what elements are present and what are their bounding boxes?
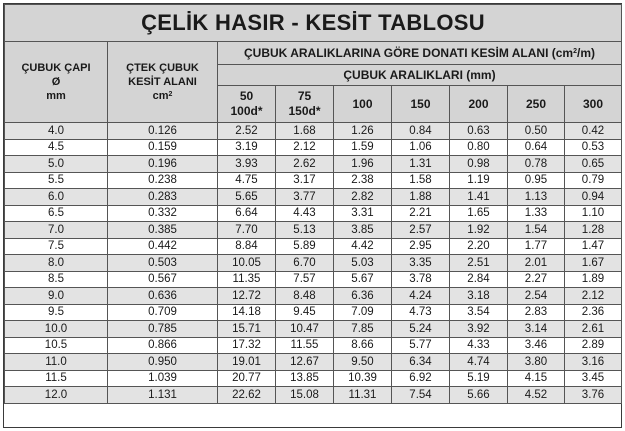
table-cell: 2.95 xyxy=(392,238,450,255)
table-cell: 5.13 xyxy=(276,222,334,239)
header-spacing-250: 250 xyxy=(508,86,565,123)
table-cell: 1.54 xyxy=(508,222,565,239)
table-cell: 12.67 xyxy=(276,354,334,371)
table-cell: 0.238 xyxy=(108,172,218,189)
table-row xyxy=(5,205,622,222)
header-group-title: ÇUBUK ARALIKLARINA GÖRE DONATI KESİM ALANI $(cm^2/m)$ xyxy=(218,42,622,65)
table-cell: 7.54 xyxy=(392,387,450,404)
table-cell: 0.80 xyxy=(450,139,508,156)
table-cell: 12.0 xyxy=(5,387,108,404)
header-spacing-75: 75 150d* xyxy=(276,86,334,123)
table-row xyxy=(5,238,622,255)
table-cell: 2.12 xyxy=(565,288,622,305)
table-cell: 10.47 xyxy=(276,321,334,338)
table-cell: 0.866 xyxy=(108,337,218,354)
table-cell: 7.0 xyxy=(5,222,108,239)
header-bar-diameter-label: ÇUBUK ÇAPI xyxy=(21,62,91,74)
table-cell: 15.08 xyxy=(276,387,334,404)
table-cell: 4.15 xyxy=(508,370,565,387)
table-cell: 5.0 xyxy=(5,156,108,173)
table-cell: 3.80 xyxy=(508,354,565,371)
table-row xyxy=(5,172,622,189)
header-spacing-150: 150 xyxy=(392,86,450,123)
header-spacing-300: 300 xyxy=(565,86,622,123)
table-cell: 2.52 xyxy=(218,123,276,140)
table-cell: 1.67 xyxy=(565,255,622,272)
table-cell: 6.70 xyxy=(276,255,334,272)
table-cell: 0.65 xyxy=(565,156,622,173)
table-cell: 6.36 xyxy=(334,288,392,305)
table-cell: 20.77 xyxy=(218,370,276,387)
table-cell: 2.84 xyxy=(450,271,508,288)
table-cell: 0.84 xyxy=(392,123,450,140)
table-cell: 11.5 xyxy=(5,370,108,387)
header-single-bar-area-unit: $cm^2$ xyxy=(152,90,173,102)
table-cell: 10.39 xyxy=(334,370,392,387)
table-cell: 11.55 xyxy=(276,337,334,354)
table-cell: 1.31 xyxy=(392,156,450,173)
table-cell: 0.50 xyxy=(508,123,565,140)
header-spacing-200: 200 xyxy=(450,86,508,123)
table-cell: 3.17 xyxy=(276,172,334,189)
header-single-bar-area-line2: KESİT ALANI xyxy=(128,76,197,88)
table-cell: 0.79 xyxy=(565,172,622,189)
page-title: ÇELİK HASIR - KESİT TABLOSU xyxy=(5,5,622,42)
header-spacing-50: 50 100d* xyxy=(218,86,276,123)
table-cell: 0.283 xyxy=(108,189,218,206)
table-cell: 5.89 xyxy=(276,238,334,255)
table-cell: 2.12 xyxy=(276,139,334,156)
table-cell: 3.31 xyxy=(334,205,392,222)
table-row xyxy=(5,255,622,272)
table-cell: 2.83 xyxy=(508,304,565,321)
table-cell: 8.84 xyxy=(218,238,276,255)
table-cell: 7.09 xyxy=(334,304,392,321)
table-row xyxy=(5,222,622,239)
table-cell: 3.78 xyxy=(392,271,450,288)
table-cell: 2.36 xyxy=(565,304,622,321)
table-cell: 2.54 xyxy=(508,288,565,305)
table-row xyxy=(5,337,622,354)
table-cell: 5.03 xyxy=(334,255,392,272)
table-cell: 10.5 xyxy=(5,337,108,354)
table-cell: 1.77 xyxy=(508,238,565,255)
table-cell: 5.77 xyxy=(392,337,450,354)
section-table-container xyxy=(3,3,622,428)
table-cell: 1.33 xyxy=(508,205,565,222)
table-row xyxy=(5,304,622,321)
table-cell: 0.98 xyxy=(450,156,508,173)
diameter-symbol: Ø xyxy=(51,76,61,88)
table-cell: 7.70 xyxy=(218,222,276,239)
section-table xyxy=(4,4,622,404)
table-cell: 22.62 xyxy=(218,387,276,404)
table-cell: 1.92 xyxy=(450,222,508,239)
table-cell: 19.01 xyxy=(218,354,276,371)
table-cell: 10.05 xyxy=(218,255,276,272)
table-cell: 1.96 xyxy=(334,156,392,173)
header-spacing-100: 100 xyxy=(334,86,392,123)
table-cell: 4.75 xyxy=(218,172,276,189)
table-cell: 1.10 xyxy=(565,205,622,222)
table-cell: 6.0 xyxy=(5,189,108,206)
table-cell: 0.636 xyxy=(108,288,218,305)
table-cell: 0.332 xyxy=(108,205,218,222)
table-row xyxy=(5,370,622,387)
table-cell: 3.46 xyxy=(508,337,565,354)
header-spacing-title: ÇUBUK ARALIKLARI (mm) xyxy=(218,65,622,86)
table-cell: 4.24 xyxy=(392,288,450,305)
table-cell: 1.88 xyxy=(392,189,450,206)
table-cell: 3.14 xyxy=(508,321,565,338)
table-cell: 2.61 xyxy=(565,321,622,338)
table-cell: 2.51 xyxy=(450,255,508,272)
table-cell: 8.48 xyxy=(276,288,334,305)
table-cell: 7.57 xyxy=(276,271,334,288)
table-cell: 9.45 xyxy=(276,304,334,321)
header-single-bar-area xyxy=(108,42,218,123)
table-row xyxy=(5,354,622,371)
table-cell: 0.385 xyxy=(108,222,218,239)
table-cell: 3.76 xyxy=(565,387,622,404)
table-cell: 12.72 xyxy=(218,288,276,305)
table-cell: 1.58 xyxy=(392,172,450,189)
header-bar-diameter-unit: mm xyxy=(46,90,66,102)
table-cell: 2.27 xyxy=(508,271,565,288)
table-cell: 11.0 xyxy=(5,354,108,371)
table-row xyxy=(5,123,622,140)
table-cell: 0.442 xyxy=(108,238,218,255)
table-cell: 3.92 xyxy=(450,321,508,338)
table-cell: 4.52 xyxy=(508,387,565,404)
table-cell: 2.89 xyxy=(565,337,622,354)
table-row xyxy=(5,321,622,338)
table-cell: 3.77 xyxy=(276,189,334,206)
table-cell: 1.47 xyxy=(565,238,622,255)
table-cell: 0.950 xyxy=(108,354,218,371)
table-cell: 9.0 xyxy=(5,288,108,305)
table-cell: 2.57 xyxy=(392,222,450,239)
table-cell: 8.66 xyxy=(334,337,392,354)
table-cell: 0.95 xyxy=(508,172,565,189)
table-cell: 0.78 xyxy=(508,156,565,173)
table-cell: 1.28 xyxy=(565,222,622,239)
table-row xyxy=(5,139,622,156)
table-cell: 11.31 xyxy=(334,387,392,404)
table-cell: 1.41 xyxy=(450,189,508,206)
table-cell: 1.06 xyxy=(392,139,450,156)
table-cell: 4.43 xyxy=(276,205,334,222)
table-cell: 15.71 xyxy=(218,321,276,338)
table-cell: 11.35 xyxy=(218,271,276,288)
table-body xyxy=(5,123,622,404)
table-cell: 1.68 xyxy=(276,123,334,140)
table-cell: 0.64 xyxy=(508,139,565,156)
table-cell: 1.19 xyxy=(450,172,508,189)
table-cell: 3.19 xyxy=(218,139,276,156)
table-row xyxy=(5,288,622,305)
table-cell: 3.16 xyxy=(565,354,622,371)
table-cell: 3.18 xyxy=(450,288,508,305)
table-cell: 3.54 xyxy=(450,304,508,321)
table-cell: 2.62 xyxy=(276,156,334,173)
header-bar-diameter xyxy=(5,42,108,123)
table-cell: 6.64 xyxy=(218,205,276,222)
table-cell: 1.039 xyxy=(108,370,218,387)
table-cell: 1.13 xyxy=(508,189,565,206)
header-single-bar-area-line1: ÇTEK ÇUBUK xyxy=(126,62,199,74)
table-cell: 2.20 xyxy=(450,238,508,255)
table-cell: 6.92 xyxy=(392,370,450,387)
table-cell: 1.59 xyxy=(334,139,392,156)
table-cell: 4.73 xyxy=(392,304,450,321)
table-cell: 4.0 xyxy=(5,123,108,140)
table-row xyxy=(5,387,622,404)
table-cell: 5.5 xyxy=(5,172,108,189)
table-cell: 13.85 xyxy=(276,370,334,387)
table-cell: 0.709 xyxy=(108,304,218,321)
table-cell: 14.18 xyxy=(218,304,276,321)
table-cell: 1.65 xyxy=(450,205,508,222)
table-cell: 8.5 xyxy=(5,271,108,288)
table-cell: 2.82 xyxy=(334,189,392,206)
table-cell: 5.67 xyxy=(334,271,392,288)
table-cell: 3.45 xyxy=(565,370,622,387)
table-cell: 2.38 xyxy=(334,172,392,189)
table-cell: 17.32 xyxy=(218,337,276,354)
table-cell: 5.19 xyxy=(450,370,508,387)
table-cell: 0.126 xyxy=(108,123,218,140)
table-cell: 1.89 xyxy=(565,271,622,288)
table-cell: 0.785 xyxy=(108,321,218,338)
table-row xyxy=(5,189,622,206)
table-cell: 10.0 xyxy=(5,321,108,338)
table-cell: 4.5 xyxy=(5,139,108,156)
table-cell: 2.21 xyxy=(392,205,450,222)
table-cell: 3.93 xyxy=(218,156,276,173)
table-cell: 7.5 xyxy=(5,238,108,255)
table-cell: 0.196 xyxy=(108,156,218,173)
table-cell: 8.0 xyxy=(5,255,108,272)
table-row xyxy=(5,271,622,288)
table-cell: 7.85 xyxy=(334,321,392,338)
table-cell: 9.50 xyxy=(334,354,392,371)
table-cell: 0.42 xyxy=(565,123,622,140)
table-cell: 0.94 xyxy=(565,189,622,206)
table-cell: 9.5 xyxy=(5,304,108,321)
table-cell: 3.35 xyxy=(392,255,450,272)
table-row xyxy=(5,156,622,173)
table-cell: 4.42 xyxy=(334,238,392,255)
table-cell: 0.159 xyxy=(108,139,218,156)
table-cell: 0.53 xyxy=(565,139,622,156)
table-cell: 5.66 xyxy=(450,387,508,404)
table-cell: 4.33 xyxy=(450,337,508,354)
table-cell: 2.01 xyxy=(508,255,565,272)
table-cell: 6.34 xyxy=(392,354,450,371)
table-cell: 6.5 xyxy=(5,205,108,222)
table-cell: 5.65 xyxy=(218,189,276,206)
table-cell: 3.85 xyxy=(334,222,392,239)
table-cell: 1.26 xyxy=(334,123,392,140)
table-cell: 4.74 xyxy=(450,354,508,371)
table-cell: 0.567 xyxy=(108,271,218,288)
table-cell: 1.131 xyxy=(108,387,218,404)
table-cell: 0.63 xyxy=(450,123,508,140)
table-cell: 5.24 xyxy=(392,321,450,338)
table-cell: 0.503 xyxy=(108,255,218,272)
